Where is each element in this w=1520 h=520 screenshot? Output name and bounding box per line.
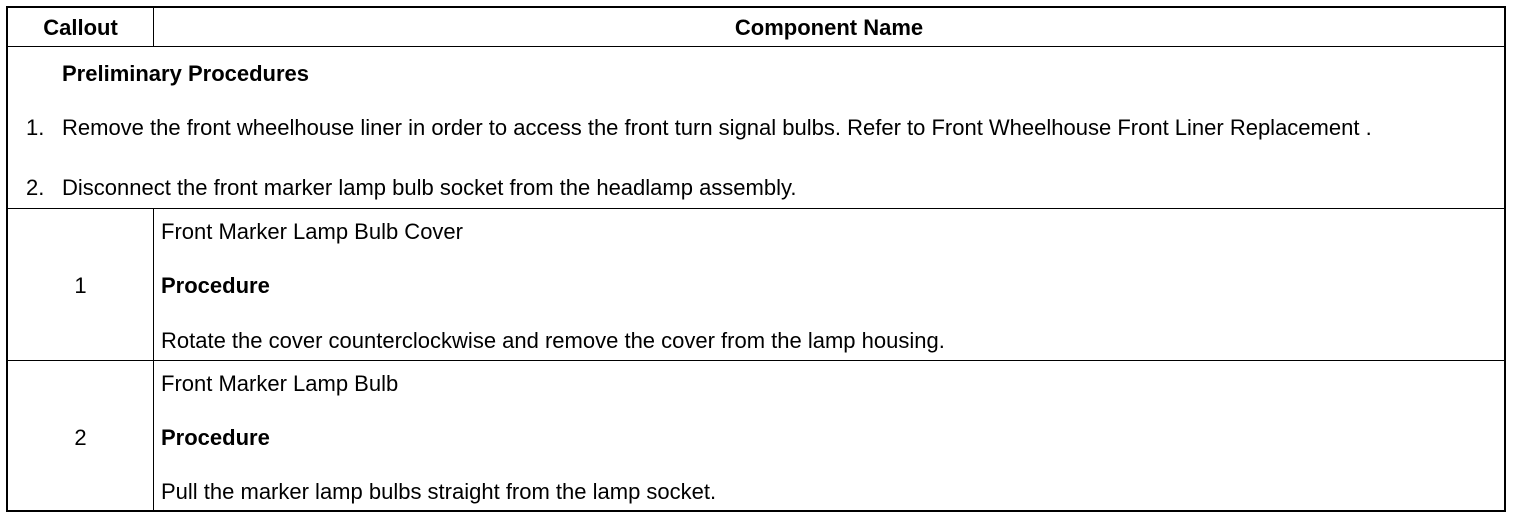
step-number: 1. (26, 115, 45, 140)
procedure-text: Rotate the cover counterclockwise and remove the cover from the lamp housing. (161, 328, 945, 353)
callout-number: 2 (74, 425, 87, 450)
step-text: Disconnect the front marker lamp bulb socket from the headlamp assembly. (62, 175, 797, 200)
procedure-text: Pull the marker lamp bulbs straight from the lamp socket. (161, 479, 717, 504)
step-number: 2. (26, 175, 45, 200)
component-cell (154, 361, 1504, 510)
procedure-label: Procedure (161, 273, 270, 298)
component-name: Front Marker Lamp Bulb (161, 371, 399, 396)
table-row (8, 209, 1504, 361)
column-header-component-name: Component Name (734, 15, 924, 40)
procedure-table (6, 6, 1506, 512)
component-name: Front Marker Lamp Bulb Cover (161, 219, 463, 244)
preliminary-procedures-row (8, 47, 1504, 209)
column-header-callout: Callout (8, 8, 154, 47)
procedure-label: Procedure (161, 425, 270, 450)
step-text: Remove the front wheelhouse liner in order to access the front turn signal bulbs. Refer to Front Wheelhouse Front Liner Replacement . (62, 115, 1372, 140)
preliminary-procedures-title: Preliminary Procedures (62, 61, 310, 86)
callout-cell (8, 209, 154, 360)
component-cell (154, 209, 1504, 360)
table-header-row (8, 8, 1504, 47)
table-row (8, 361, 1504, 510)
callout-cell (8, 361, 154, 510)
callout-number: 1 (74, 273, 87, 298)
